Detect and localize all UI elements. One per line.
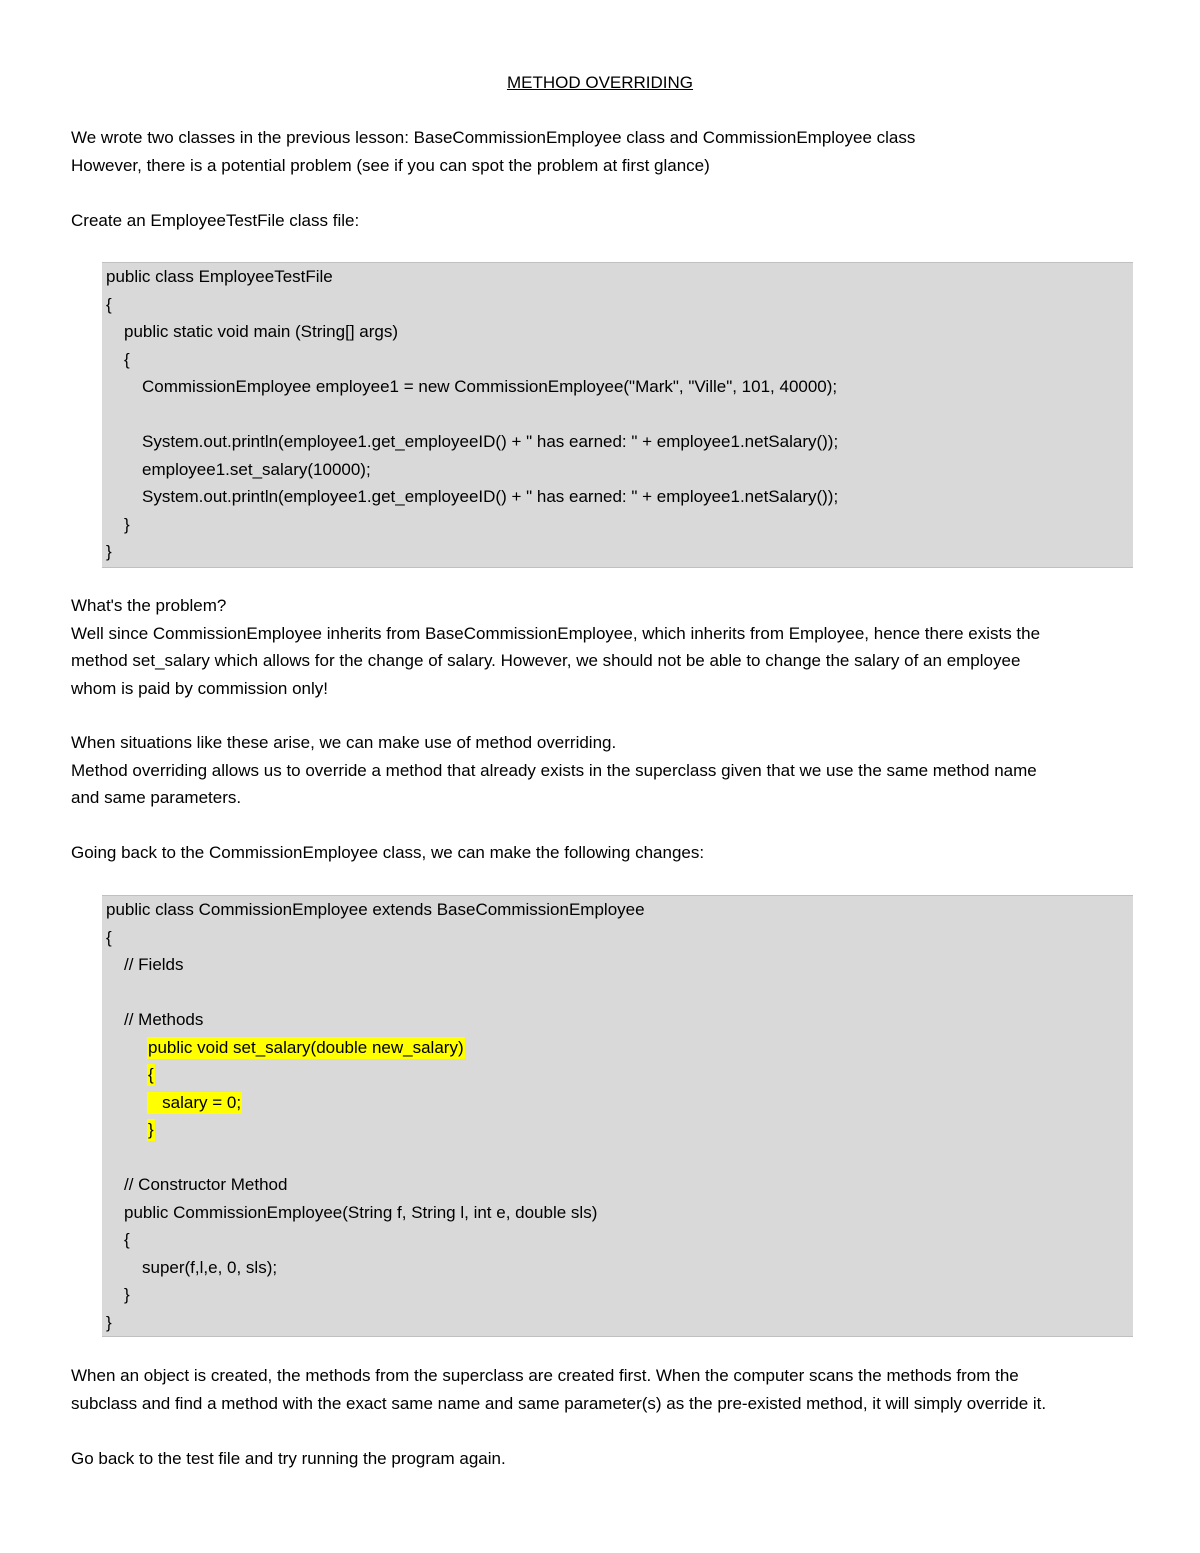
code-line: } [124,514,130,534]
explanation-line-1: When an object is created, the methods from the superclass are created first. When the computer scans the methods from the [71,1366,1019,1385]
highlighted-code-text: salary = 0; [162,1092,242,1112]
code-block-employee-test-file [102,262,1133,568]
code-line: { [106,294,112,314]
problem-line-2: method set_salary which allows for the change of salary. However, we should not be able to change the salary of an employee [71,651,1021,670]
problem-line-1: Well since CommissionEmployee inherits from BaseCommissionEmployee, which inherits from Employee, hence there exists the [71,623,1041,643]
code-line: public CommissionEmployee(String f, String l, int e, double sls) [124,1202,598,1222]
code-line-highlighted [102,1061,1133,1089]
code-line: { [106,927,112,947]
problem-paragraph [71,592,1131,702]
page-title: METHOD OVERRIDING [506,73,694,92]
code-line [102,401,1133,429]
code-comment: // Fields [124,955,184,974]
code-line [102,1144,1133,1172]
intro-line-2: However, there is a potential problem (see if you can spot the problem at first glance) [71,155,710,175]
code-line: System.out.println(employee1.get_employeeID() + " has earned: " + employee1.netSalary()); [142,487,839,506]
code-comment: // Methods [124,1010,204,1029]
final-instruction: Go back to the test file and try running the program again. [71,1449,506,1468]
code-line: public static void main (String[] args) [124,322,398,341]
code-line: { [124,1230,130,1249]
code-line: } [106,542,112,561]
explanation-paragraph [71,1362,1131,1417]
code-line: } [124,1285,130,1304]
overriding-line-3: and same parameters. [71,788,242,807]
code-line: super(f,l,e, 0, sls); [142,1257,278,1277]
explanation-line-2: subclass and find a method with the exact same name and same parameter(s) as the pre-existed method, it will simply override it. [71,1393,1047,1413]
code-comment: // Constructor Method [124,1175,288,1194]
code-line-highlighted [102,1034,1133,1062]
code-line [102,979,1133,1007]
code-line: } [106,1312,112,1332]
overriding-line-2: Method overriding allows us to override a method that already exists in the superclass given that we use the same method name [71,760,1037,780]
code-line: employee1.set_salary(10000); [142,459,371,479]
highlighted-code: public void set_salary(double new_salary) [148,1037,464,1057]
create-instruction: Create an EmployeeTestFile class file: [71,211,360,230]
intro-line-1: We wrote two classes in the previous lesson: BaseCommissionEmployee class and CommissionEmployee class [71,128,916,147]
intro-paragraph [71,124,1131,179]
code-line: public class CommissionEmployee extends BaseCommissionEmployee [106,900,645,919]
going-back-paragraph: Going back to the CommissionEmployee class, we can make the following changes: [71,843,705,862]
overriding-line-1: When situations like these arise, we can make use of method overriding. [71,733,617,752]
highlighted-code [147,1092,242,1114]
code-line-highlighted [102,1089,1133,1117]
code-line-highlighted [102,1116,1133,1144]
code-line: public class EmployeeTestFile [106,267,333,286]
code-line: CommissionEmployee employee1 = new CommissionEmployee("Mark", "Ville", 101, 40000); [142,377,838,396]
code-line: System.out.println(employee1.get_employeeID() + " has earned: " + employee1.netSalary()); [142,432,839,451]
highlighted-code: { [148,1065,154,1084]
overriding-paragraph [71,729,1131,812]
problem-line-3: whom is paid by commission only! [71,678,328,698]
highlighted-code: } [148,1120,154,1139]
code-block-commission-employee [102,895,1133,1337]
problem-heading: What's the problem? [71,596,227,615]
code-line: { [124,349,130,369]
